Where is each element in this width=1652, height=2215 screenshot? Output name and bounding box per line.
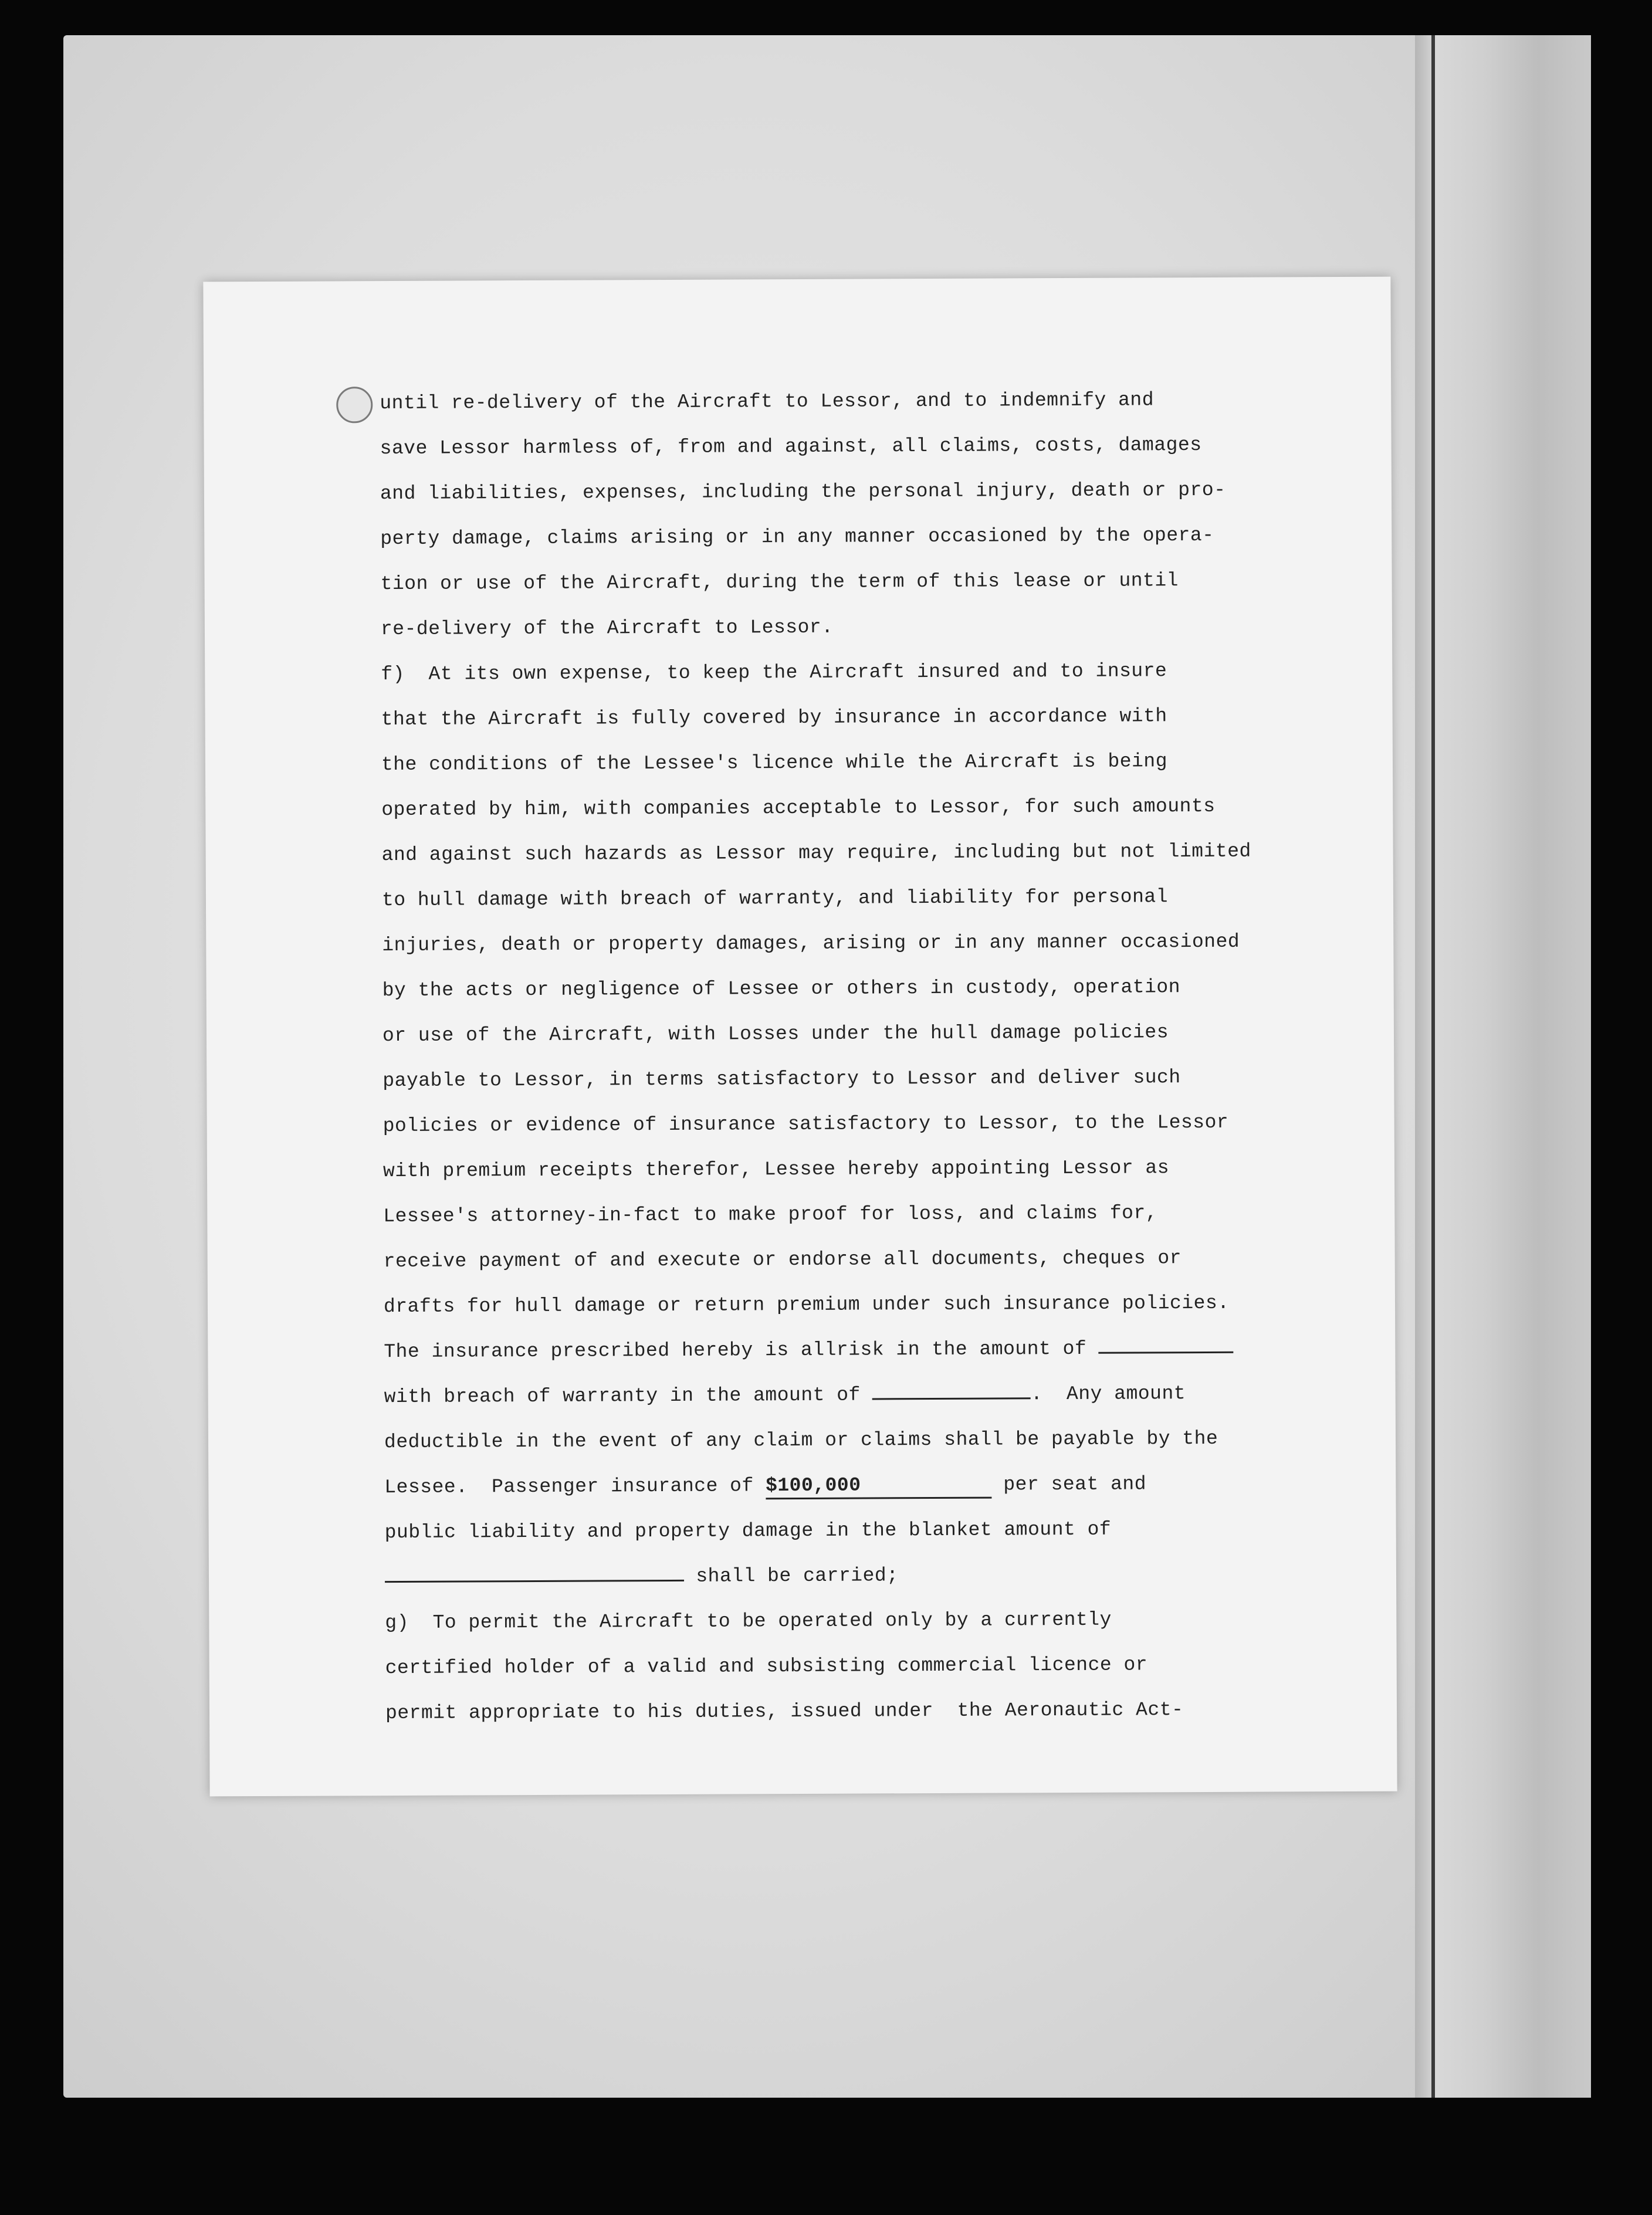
passenger-amount: $100,000 (766, 1474, 991, 1500)
document-body (380, 377, 1301, 1736)
warranty-line (384, 1370, 1299, 1420)
text-line: policies or evidence of insurance satisfactory to Lessor, to the Lessor (382, 1111, 1229, 1137)
text-line: that the Aircraft is fully covered by insurance in accordance with (381, 705, 1167, 731)
passenger-text: Lessee. Passenger insurance of (384, 1475, 766, 1499)
text-line: tion or use of the Aircraft, during the term of this lease or until (380, 570, 1179, 595)
binder-spine (1415, 35, 1591, 2098)
text-line: receive payment of and execute or endorse all documents, cheques or (383, 1247, 1182, 1273)
passenger-suffix: per seat and (991, 1473, 1147, 1496)
text-line: or use of the Aircraft, with Losses under the hull damage policies (382, 1021, 1169, 1047)
allrisk-line (384, 1325, 1299, 1374)
punch-hole (336, 387, 373, 423)
document-page (203, 277, 1397, 1797)
warranty-suffix: . Any amount (1031, 1383, 1186, 1405)
text-line: certified holder of a valid and subsisting commercial licence or (385, 1654, 1148, 1679)
text-line: permit appropriate to his duties, issued under the Aeronautic Act- (385, 1699, 1184, 1725)
text-line: to hull damage with breach of warranty, and liability for personal (381, 886, 1169, 912)
text-line: operated by him, with companies acceptable to Lessor, for such amounts (381, 795, 1216, 821)
text-line: re-delivery of the Aircraft to Lessor. (380, 616, 834, 641)
text-line: by the acts or negligence of Lessee or others in custody, operation (382, 976, 1181, 1002)
passenger-line (384, 1461, 1299, 1510)
text-line: with premium receipts therefor, Lessee hereby appointing Lessor as (382, 1157, 1170, 1183)
allrisk-text: The insurance prescribed hereby is allrisk in the amount of (384, 1337, 1099, 1363)
text-line: deductible in the event of any claim or claims shall be payable by the (384, 1427, 1218, 1454)
text-line: f) At its own expense, to keep the Aircraft insured and to insure (381, 660, 1167, 686)
carried-line (385, 1551, 1300, 1600)
text-line: the conditions of the Lessee's licence while the Aircraft is being (381, 750, 1168, 776)
blanket-amount-blank (385, 1562, 684, 1583)
warranty-text: with breach of warranty in the amount of (384, 1384, 873, 1408)
text-line: payable to Lessor, in terms satisfactory to Lessor and deliver such (382, 1066, 1181, 1092)
allrisk-blank (1098, 1334, 1233, 1354)
text-line: until re-delivery of the Aircraft to Lessor, and to indemnify and (380, 389, 1155, 415)
text-line: save Lessor harmless of, from and against, all claims, costs, damages (380, 434, 1202, 460)
text-line: injuries, death or property damages, arising or in any manner occasioned (382, 930, 1240, 957)
warranty-blank (872, 1380, 1031, 1400)
text-line: public liability and property damage in the blanket amount of (384, 1518, 1112, 1544)
text-line: Lessee's attorney-in-fact to make proof for loss, and claims for, (383, 1202, 1158, 1228)
text-line: g) To permit the Aircraft to be operated only by a currently (385, 1608, 1112, 1634)
text-line: and against such hazards as Lessor may require, including but not limited (381, 840, 1251, 866)
spine-edge (1431, 35, 1435, 2098)
text-line: and liabilities, expenses, including the personal injury, death or pro- (380, 479, 1226, 505)
text-line: perty damage, claims arising or in any manner occasioned by the opera- (380, 524, 1214, 550)
carried-text: shall be carried; (683, 1564, 899, 1587)
text-line: drafts for hull damage or return premium under such insurance policies. (383, 1292, 1230, 1318)
